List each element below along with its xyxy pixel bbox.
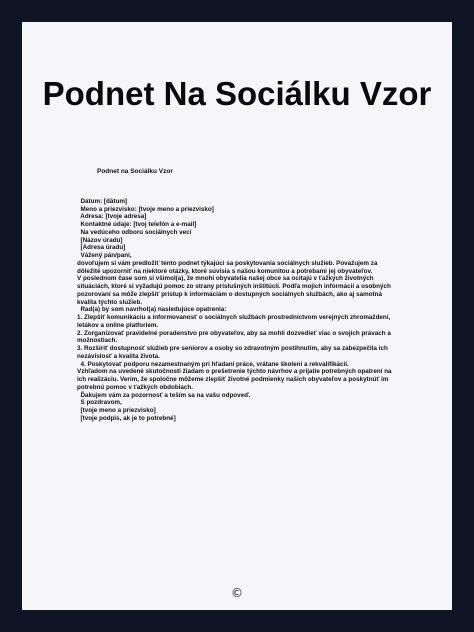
text-line: [Názov úradu]	[77, 236, 123, 244]
text-line: 3. Rozšíriť dostupnosť služieb pre seniorov a osoby so zdravotným postihnutím, aby sa zabezpečila ich	[77, 345, 388, 352]
document-body	[77, 168, 422, 423]
text-line: Ďakujem vám za pozornosť a teším sa na vašu odpoveď.	[77, 391, 251, 399]
text-line: S pozdravom,	[77, 399, 122, 407]
document-heading: Podnet na Sociálku Vzor	[97, 168, 173, 175]
text-line: Vzhľadom na uvedené skutočnosti žiadam o prešetrenie týchto návrhov a prijatie potrebných opatrení na	[77, 368, 392, 376]
text-line: Kontaktné údaje: [tvoj telefón a e-mail]	[77, 221, 197, 228]
text-line: Na vedúceho odboru sociálnych vecí	[77, 228, 192, 236]
text-line: Vážený pán/pani,	[77, 252, 132, 259]
page-title: Podnet Na Sociálku Vzor	[42, 75, 432, 112]
text-line: 1. Zlepšiť komunikáciu a informovanosť o sociálnych službách prostredníctvom verejných zhromaždení,	[77, 314, 391, 321]
text-line: Rad(a) by som navrhol(a) nasledujúce opatrenia:	[77, 306, 227, 314]
text-line: Meno a priezvisko: [tvoje meno a priezvisko]	[77, 205, 214, 213]
text-line: [tvoje podpis, ak je to potrebné]	[77, 414, 176, 422]
text-line: [Adresa úradu]	[77, 244, 126, 252]
text-line: letákov a online platforiem.	[77, 321, 159, 329]
document-page	[22, 22, 452, 610]
text-line: dovoľujem si vám predložiť tento podnet týkajúci sa poskytovania sociálnych služieb. Považujem za	[77, 259, 378, 267]
text-line: dôležité upozorniť na niektoré otázky, ktoré súvisia s našou komunitou a potrebami jej obyvateľov.	[77, 267, 373, 275]
text-line: možnostiach.	[77, 337, 118, 345]
text-line: V poslednom čase som si všimol(a), že mnohí obyvatelia našej obce sa ocitajú v ťažkých životných	[77, 275, 374, 283]
text-line: [tvoje meno a priezvisko]	[77, 407, 156, 414]
text-line: Adresa: [tvoje adresa]	[77, 213, 147, 221]
text-line: Dátum: [dátum]	[77, 197, 128, 205]
text-line: ich realizáciu. Verím, že spoločne môžeme zlepšiť životné podmienky našich obyvateľov a poskytnúť im	[77, 376, 389, 383]
text-line: nezávislosť a kvalita života.	[77, 352, 160, 360]
text-line: potrebnú pomoc v ťažkých obdobiach.	[77, 383, 194, 391]
copyright-icon: ©	[231, 586, 243, 600]
text-line: situáciách, ktoré si vyžadujú pomoc zo strany príslušných inštitúcií. Podľa mojich informácií a osobných	[77, 283, 391, 290]
text-line: kvalita týchto služieb.	[77, 298, 143, 306]
text-line: pozorovaní sa môže zlepšiť prístup k informáciám o dostupných sociálnych službách, ako aj samotná	[77, 290, 382, 298]
text-line: 4. Poskytovať podporu nezamestnaným pri hľadaní práce, vrátane školení a rekvalifikácií.	[77, 360, 349, 368]
text-line: 2. Zorganizovať pravidelné poradenstvo pre obyvateľov, aby sa mohli dozvedieť viac o svojich právach a	[77, 329, 391, 337]
